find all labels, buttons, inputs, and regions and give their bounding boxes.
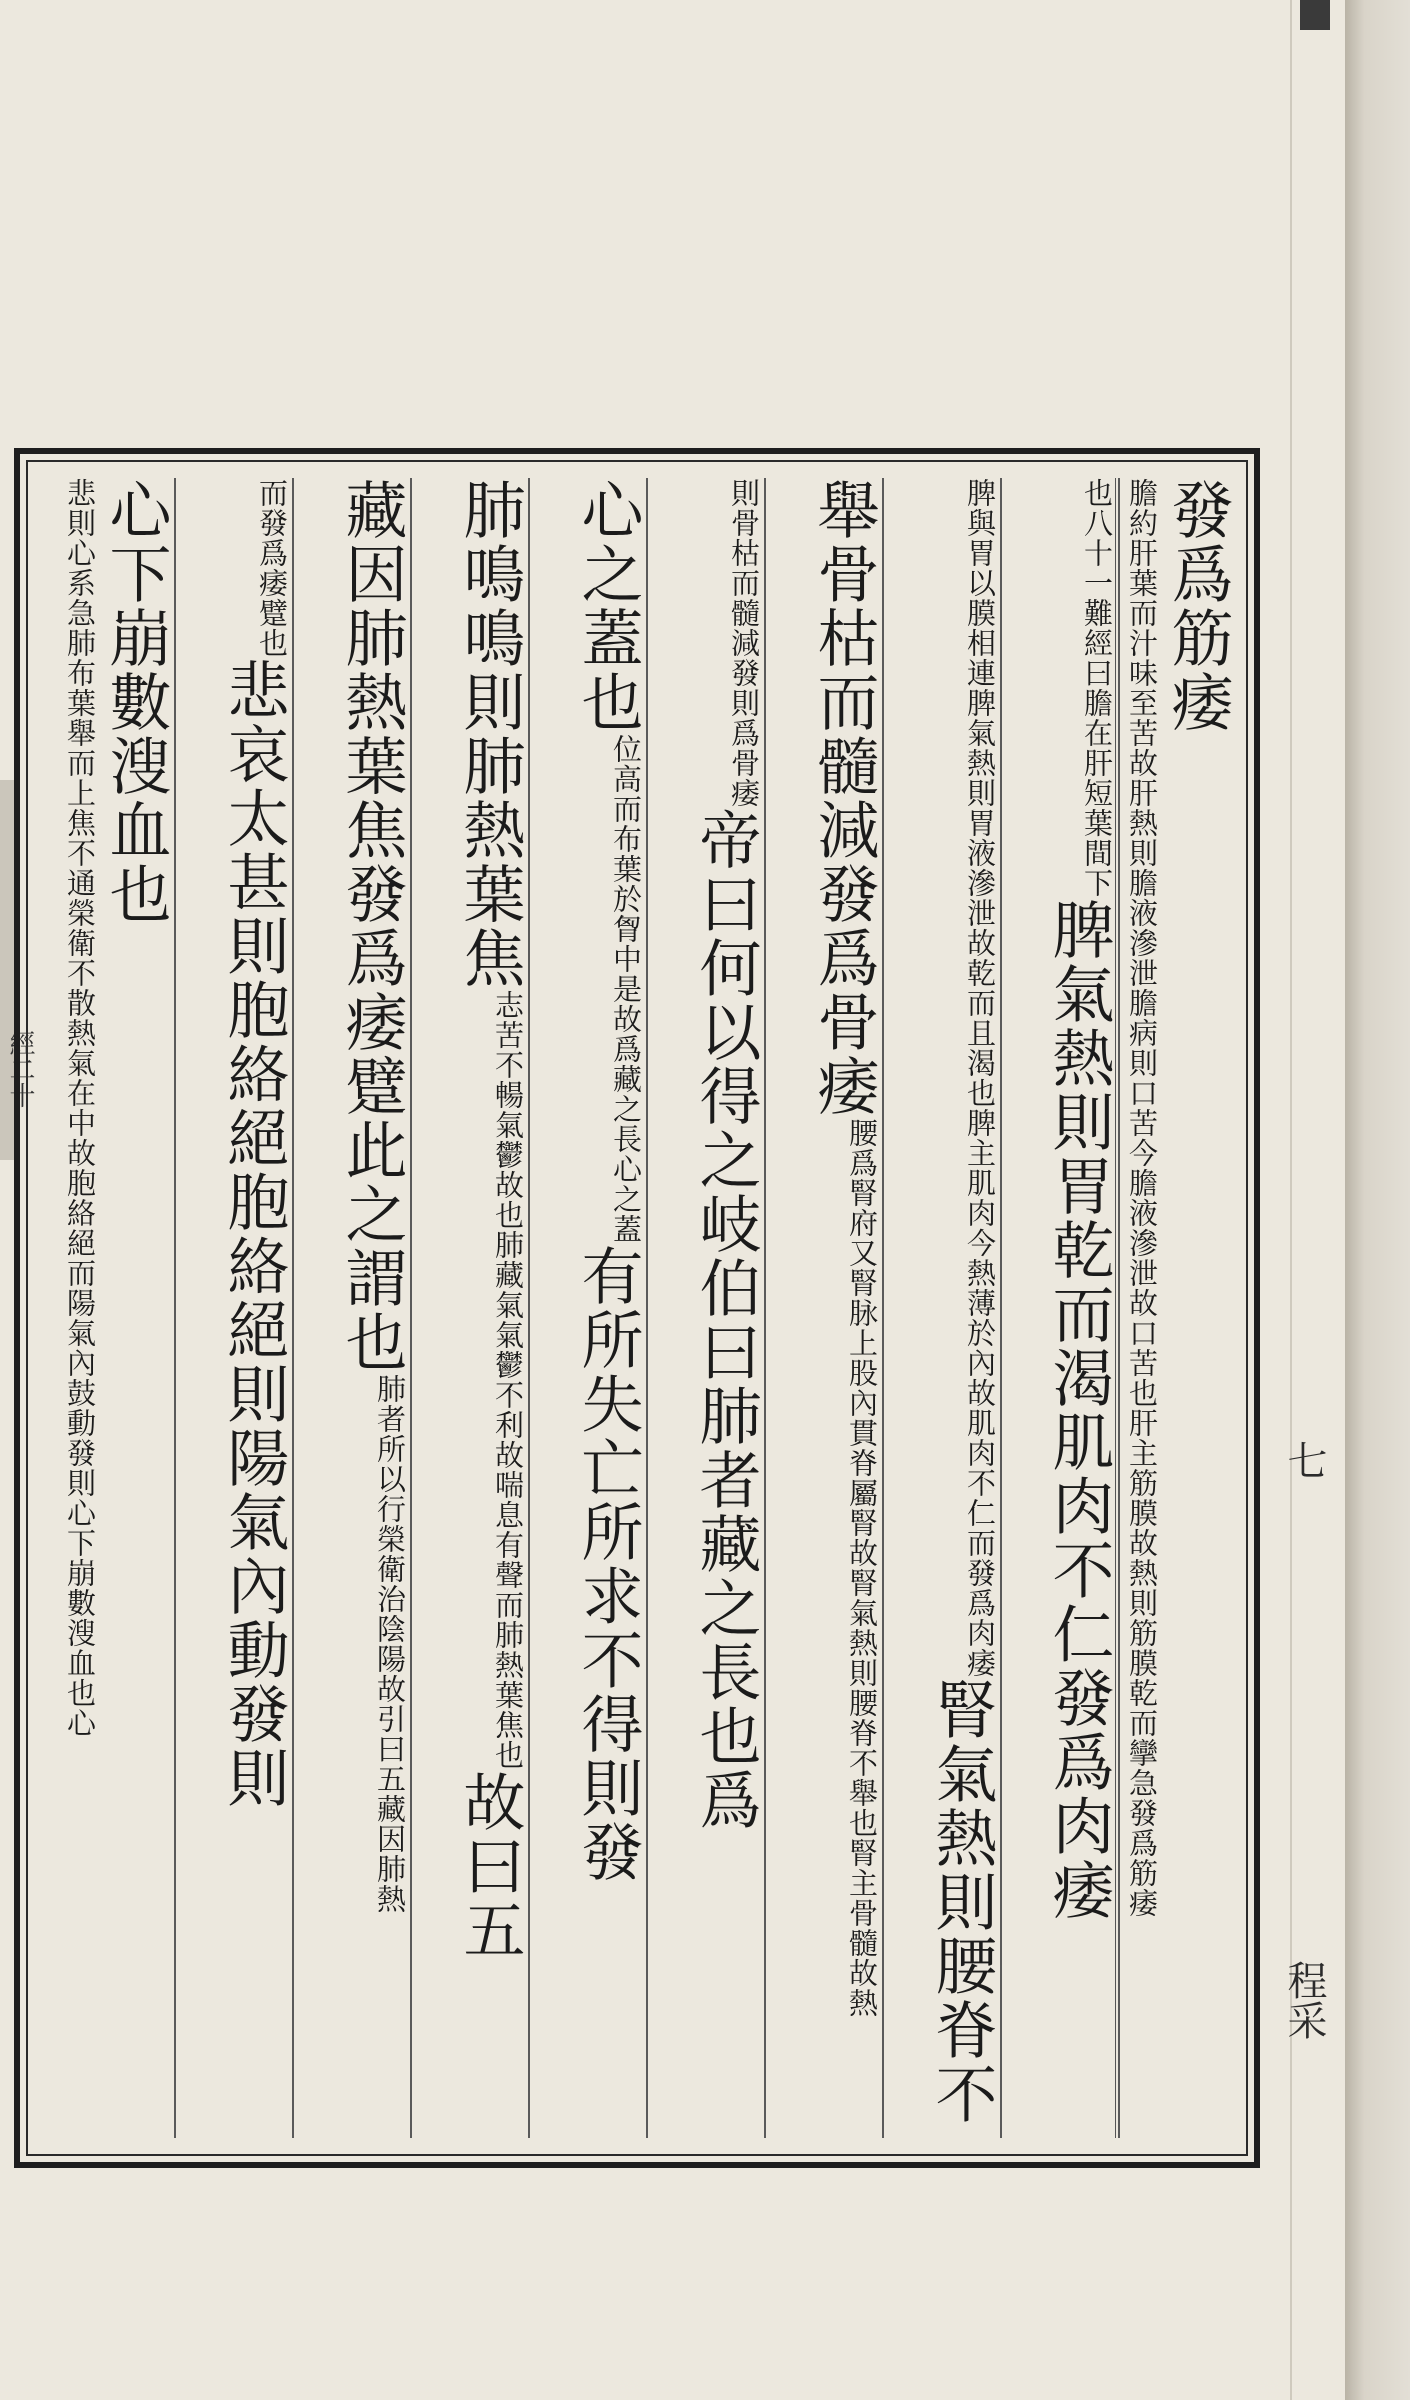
main-text: 有所失亡所求不得則發	[571, 1244, 644, 1884]
text-column-8	[296, 478, 408, 2138]
column-rule	[764, 478, 766, 2138]
margin-page-number: 七	[1281, 1440, 1327, 1480]
right-margin-text	[1268, 1440, 1340, 2140]
commentary-text: 膽約肝葉而汁味至苦故肝熱則膽液滲泄膽病則口苦今膽液滲泄故口苦也肝主筋膜故熱則筋膜乾而攣急發爲筋痿	[1125, 478, 1159, 1918]
commentary-text: 腰爲腎府又腎脉上股內貫脊屬腎故腎氣熱則腰脊不舉也腎主骨髓故熱	[845, 1118, 879, 2018]
text-frame	[14, 448, 1260, 2168]
commentary-text: 脾與胃以膜相連脾氣熱則胃液滲泄故乾而且渴也脾主肌肉今熱薄於內故肌肉不仁而發爲肉痿	[963, 478, 997, 1678]
main-text: 悲哀太甚則胞絡絕胞絡絕則陽氣內動發則	[217, 658, 290, 1810]
commentary-text: 位高而布葉於胷中是故爲藏之長心之蓋	[609, 734, 643, 1244]
text-column-1	[1122, 478, 1234, 2138]
column-rule	[410, 478, 412, 2138]
text-frame-inner	[26, 460, 1248, 2156]
main-text: 脾氣熱則胃乾而渴肌肉不仁發爲肉痿	[1042, 898, 1115, 1922]
commentary-text: 肺者所以行榮衛治陰陽故引曰五藏因肺熱	[373, 1374, 407, 1914]
main-text: 藏因肺熱葉焦發爲痿躄此之謂也	[335, 478, 408, 1374]
commentary-text: 則骨枯而髓減發則爲骨痿	[727, 478, 761, 808]
main-text: 舉骨枯而髓減發爲骨痿	[807, 478, 880, 1118]
left-margin-label: 經二十	[5, 1030, 35, 1108]
text-column-6	[532, 478, 644, 2138]
text-column-9	[178, 478, 290, 2138]
main-text: 發爲筋痿	[1161, 478, 1234, 734]
text-column-10	[60, 478, 172, 2138]
text-column-5	[650, 478, 762, 2138]
column-rule	[1000, 478, 1002, 2138]
main-text: 帝曰何以得之岐伯曰肺者藏之長也爲	[689, 808, 762, 1832]
commentary-text: 也八十一難經曰膽在肝短葉間下	[1080, 478, 1114, 898]
text-column-7	[414, 478, 526, 2138]
text-column-2	[1003, 478, 1116, 2138]
corner-mark	[1300, 0, 1330, 30]
margin-publisher: 程采	[1281, 1960, 1327, 2040]
main-text: 心下崩數溲血也	[99, 478, 172, 926]
page-edge-shadow	[1345, 0, 1410, 2400]
main-text: 心之蓋也	[571, 478, 644, 734]
column-rule	[646, 478, 648, 2138]
commentary-text: 志苦不暢氣鬱故也肺藏氣氣鬱不利故喘息有聲而肺熱葉焦也	[491, 990, 525, 1770]
text-column-3	[886, 478, 998, 2138]
main-text: 肺鳴鳴則肺熱葉焦	[453, 478, 526, 990]
column-rule	[882, 478, 884, 2138]
column-rule	[174, 478, 176, 2138]
commentary-text: 悲則心系急肺布葉舉而上焦不通榮衛不散熱氣在中故胞絡絕而陽氣內鼓動發則心下崩數溲血也心	[63, 478, 97, 1738]
column-rule	[292, 478, 294, 2138]
main-text: 故曰五	[453, 1770, 526, 1962]
commentary-text: 而發爲痿躄也	[255, 478, 289, 658]
text-column-4	[768, 478, 880, 2138]
column-rule	[528, 478, 530, 2138]
main-text: 腎氣熱則腰脊不	[925, 1678, 998, 2126]
column-rule	[1118, 478, 1120, 2138]
